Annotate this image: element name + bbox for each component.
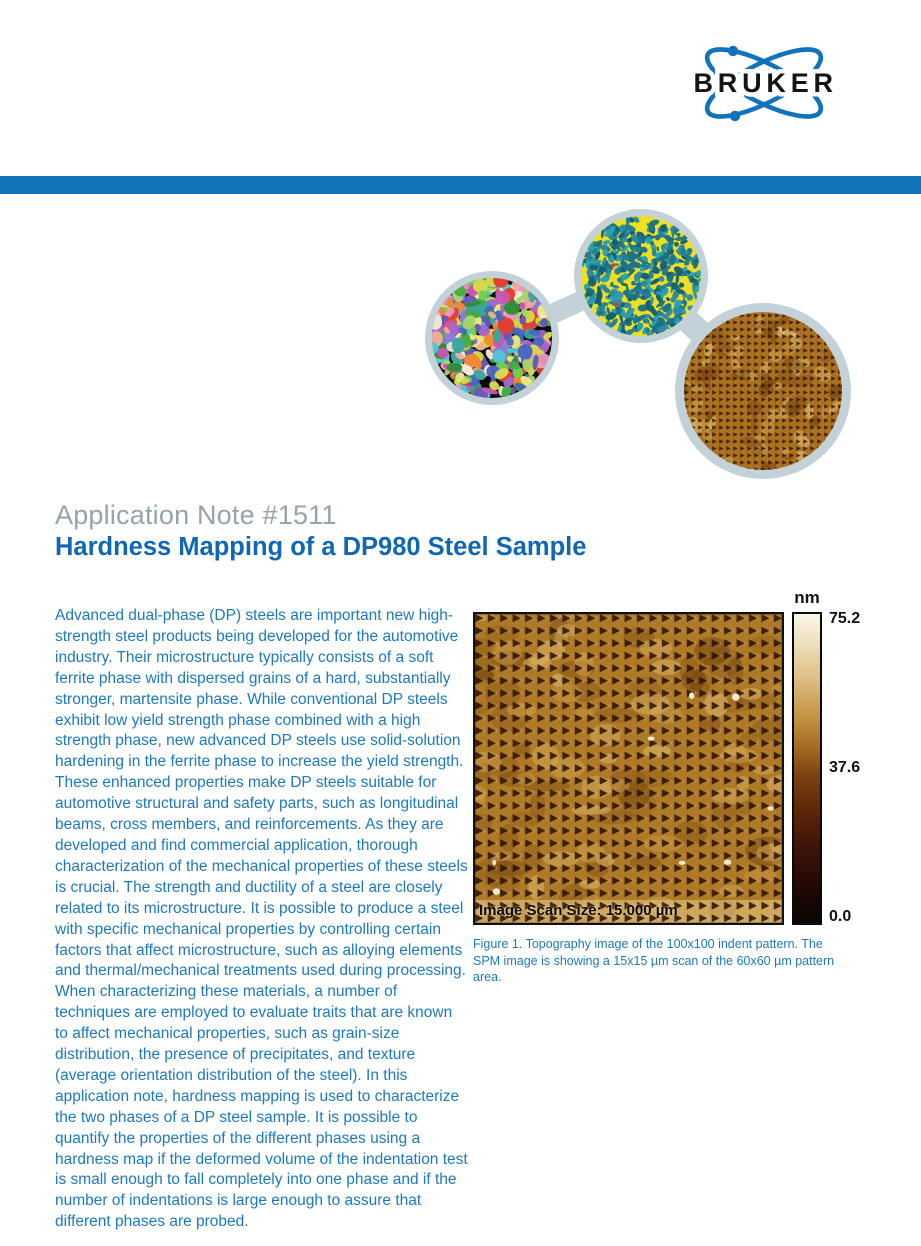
colorbar-max-label: 75.2 — [829, 610, 861, 627]
spm-image-graphic — [473, 612, 784, 925]
figure-1 — [473, 588, 873, 1042]
app-note-number: Application Note #1511 — [55, 500, 337, 530]
collage-bridge-1 — [550, 300, 583, 315]
header-divider-bar — [0, 176, 921, 194]
page-title: Hardness Mapping of a DP980 Steel Sample — [55, 533, 587, 561]
body-paragraph: Advanced dual-phase (DP) steels are important new high-strength steel products being developed for the automotive industry. Their microstructure typically consists of a soft ferrite phase with dispersed grains of a hard, substantially stronger, martensite phase. While conventional DP steels exhibit low yield strength phase combined with a high strength phase, new advanced DP steels use solid-solution hardening in the ferrite phase to increase the yield strength. These enhanced properties make DP steels suitable for automotive structural and safety parts, such as longitudinal beams, cross members, and reinforcements. As they are developed and find commercial application, thorough characterization of the mechanical properties of these steels is crucial. The strength and ductility of a steel are closely related to its microstructure. It is possible to produce a steel with specific mechanical properties by controlling certain factors that affect microstructure, such as alloying elements and thermal/mechanical treatments used during processing. When characterizing these materials, a number of techniques are employed to evaluate traits that are known to affect mechanical properties, such as grain-size distribution, the presence of precipitates, and texture (average orientation distribution of the steel). In this application note, hardness mapping is used to characterize the two phases of a DP steel sample. It is possible to quantify the properties of the different phases using a hardness map if the deformed volume of the indentation test is small enough to fall completely into one phase and if the number of indentations is large enough to assure that different phases are probed. — [55, 607, 468, 1231]
colorbar-min-label: 0.0 — [829, 908, 852, 925]
logo-orbit-node-1 — [728, 46, 738, 56]
logo-orbit-node-2 — [730, 111, 740, 121]
microscopy-collage — [410, 193, 865, 488]
bruker-logo — [676, 34, 854, 136]
colorbar-unit-label: nm — [794, 588, 820, 607]
figure-caption: Figure 1. Topography image of the 100x100 indent pattern. The SPM image is showing a 15x15 µm scan of the 60x60 µm pattern area. — [473, 937, 835, 984]
spm-topography-image — [473, 612, 784, 925]
scan-size-label: Image Scan Size: 15.000 µm — [479, 902, 678, 919]
height-colorbar — [792, 612, 822, 925]
bruker-logo-graphic — [676, 34, 854, 136]
colorbar-mid-label: 37.6 — [829, 759, 861, 776]
collage-graphic — [410, 193, 865, 488]
logo-wordmark: BRUKER — [693, 68, 835, 98]
